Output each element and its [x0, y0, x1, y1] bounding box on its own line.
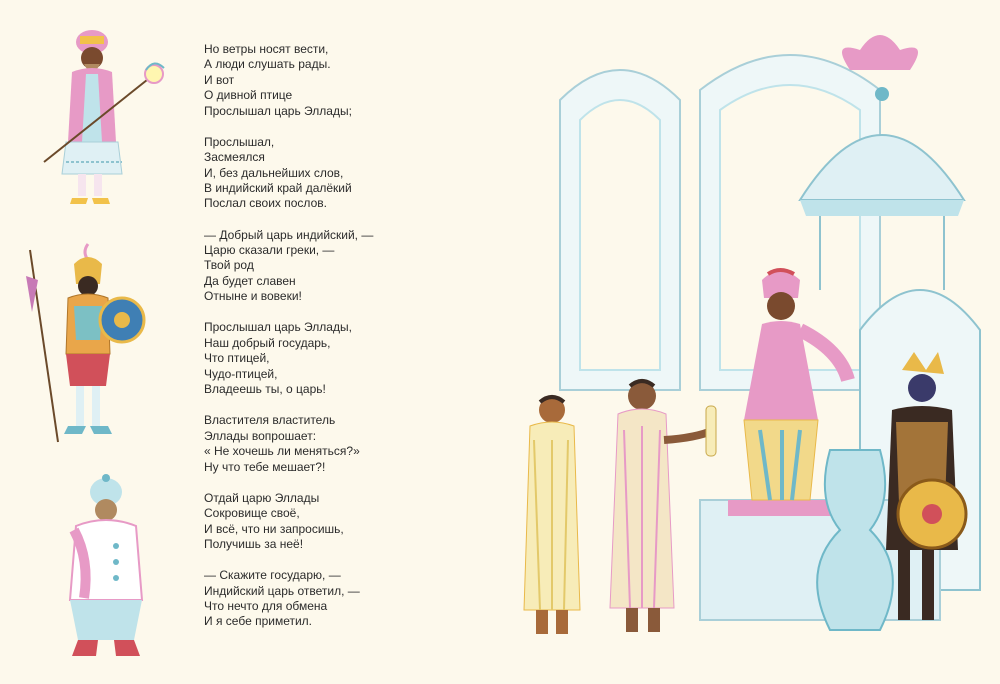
- stanza-3: [204, 228, 464, 305]
- poem-line: В индийский край далёкий: [204, 181, 352, 196]
- poem-line: И вот: [204, 72, 235, 87]
- poem-line: Получишь за неё!: [204, 536, 304, 551]
- poem-line: Прослышал царь Эллады;: [204, 103, 352, 118]
- courtier-with-staff-illustration: [30, 22, 170, 212]
- poem-line: А люди слушать рады.: [204, 57, 331, 72]
- poem-line: Эллады вопрошает:: [204, 428, 317, 443]
- poem-line: Властителя властитель: [204, 413, 336, 428]
- warrior-with-spear-illustration: [12, 236, 162, 446]
- poem-line: Прослышал,: [204, 134, 275, 149]
- poem-line: Отдай царю Эллады: [204, 490, 320, 505]
- stanza-5: [204, 413, 464, 475]
- poem-line: И, без дальнейших слов,: [204, 165, 344, 180]
- poem-line: Индийский царь ответил, —: [204, 583, 360, 598]
- poem-line: Прослышал царь Эллады,: [204, 320, 352, 335]
- poem-line: О дивной птице: [204, 88, 293, 103]
- poem-line: Что птицей,: [204, 351, 270, 366]
- poem-line: Послал своих послов.: [204, 196, 327, 211]
- stanza-1: [204, 42, 464, 119]
- courtier-in-turban-illustration: [46, 470, 166, 670]
- poem-line: Ну что тебе мешает?!: [204, 459, 326, 474]
- poem-text: [204, 42, 464, 646]
- stanza-4: [204, 320, 464, 397]
- poem-line: Засмеялся: [204, 150, 265, 165]
- poem-line: — Скажите государю, —: [204, 568, 341, 583]
- poem-line: Отныне и вовеки!: [204, 289, 302, 304]
- stanza-6: [204, 491, 464, 553]
- poem-line: Владеешь ты, о царь!: [204, 382, 326, 397]
- poem-line: Да будет славен: [204, 273, 296, 288]
- poem-line: И я себе приметил.: [204, 614, 313, 629]
- poem-line: Царю сказали греки, —: [204, 243, 335, 258]
- poem-line: — Добрый царь индийский, —: [204, 227, 374, 242]
- stanza-7: [204, 568, 464, 630]
- poem-line: Что нечто для обмена: [204, 598, 328, 613]
- stanza-2: [204, 135, 464, 212]
- envoys-before-king-illustration: [500, 30, 1000, 684]
- poem-line: Наш добрый государь,: [204, 335, 331, 350]
- poem-line: Но ветры носят вести,: [204, 42, 329, 56]
- poem-line: Твой род: [204, 258, 254, 273]
- poem-line: Сокровище своё,: [204, 506, 300, 521]
- poem-line: « Не хочешь ли меняться?»: [204, 444, 360, 459]
- poem-line: И всё, что ни запросишь,: [204, 521, 344, 536]
- poem-line: Чудо-птицей,: [204, 366, 278, 381]
